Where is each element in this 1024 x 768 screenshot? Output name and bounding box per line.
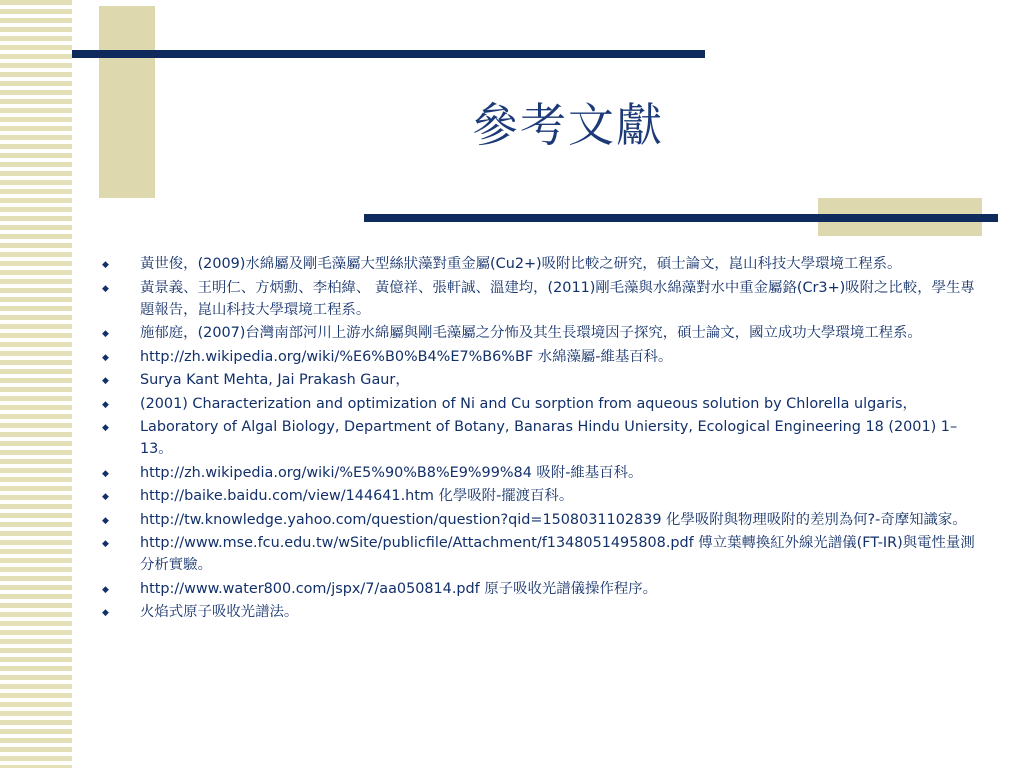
reference-text: 黃景義、王明仁、方炳勳、李柏緯、 黃億祥、張軒誠、溫建均，(2011)剛毛藻與水綿藻對水中重金屬鉻(Cr3+)吸附之比較，學生專題報告，崑山科技大學環境工程系。 [140, 279, 975, 318]
diamond-bullet-icon: ◆ [102, 515, 109, 526]
reference-item [100, 346, 980, 368]
diamond-bullet-icon: ◆ [102, 260, 109, 270]
reference-item [100, 369, 980, 391]
reference-item [100, 601, 980, 623]
reference-item [100, 253, 980, 275]
reference-item [100, 509, 980, 531]
reference-text: 火焰式原子吸收光譜法。 [140, 604, 299, 620]
reference-text: http://tw.knowledge.yahoo.com/question/question?qid=1508031102839 化學吸附與物理吸附的差別為何?-奇摩知識家。 [140, 511, 967, 528]
diamond-bullet-icon: ◆ [102, 539, 109, 549]
title-rule-bottom [364, 214, 998, 222]
reference-item [100, 462, 980, 484]
reference-item [100, 532, 980, 576]
diamond-bullet-icon: ◆ [102, 283, 109, 294]
decorative-stripe-panel [0, 0, 72, 768]
reference-item [100, 393, 980, 415]
reference-text: http://baike.baidu.com/view/144641.htm 化學吸附-擺渡百科。 [140, 488, 574, 504]
diamond-bullet-icon: ◆ [102, 608, 109, 618]
diamond-bullet-icon: ◆ [102, 584, 109, 595]
reference-text: Laboratory of Algal Biology, Department of Botany, Banaras Hindu Uniersity, Ecological Engineering 18 (2001) 1–13。 [140, 419, 958, 457]
diamond-bullet-icon: ◆ [102, 492, 109, 502]
reference-text: http://www.water800.com/jspx/7/aa050814.pdf 原子吸收光譜儀操作程序。 [140, 580, 658, 597]
reference-text: 施郁庭，(2007)台灣南部河川上游水綿屬與剛毛藻屬之分怖及其生長環境因子探究，碩士論文，國立成功大學環境工程系。 [140, 325, 922, 341]
slide-title: 參考文獻 [472, 98, 664, 152]
reference-text: (2001) Characterization and optimization of Ni and Cu sorption from aqueous solution by Chlorella ulgaris， [140, 395, 917, 412]
diamond-bullet-icon: ◆ [102, 468, 109, 479]
diamond-bullet-icon: ◆ [102, 399, 109, 410]
diamond-bullet-icon: ◆ [102, 376, 109, 386]
reference-item [100, 416, 980, 460]
diamond-bullet-icon: ◆ [102, 352, 109, 363]
reference-text: http://www.mse.fcu.edu.tw/wSite/publicfile/Attachment/f1348051495808.pdf 傅立葉轉換紅外線光譜儀(FT-IR)與電性量測分析實驗。 [140, 535, 975, 573]
reference-text: Surya Kant Mehta, Jai Prakash Gaur， [140, 372, 410, 388]
reference-item [100, 277, 980, 321]
reference-item [100, 485, 980, 507]
reference-item [100, 322, 980, 344]
title-rule-top [72, 50, 705, 58]
reference-text: http://zh.wikipedia.org/wiki/%E6%B0%B4%E7%B6%BF 水綿藻屬-維基百科。 [140, 348, 673, 365]
reference-item [100, 578, 980, 600]
diamond-bullet-icon: ◆ [102, 423, 109, 433]
reference-list [100, 253, 980, 625]
diamond-bullet-icon: ◆ [102, 329, 109, 339]
reference-text: http://zh.wikipedia.org/wiki/%E5%90%B8%E9%99%84 吸附-維基百科。 [140, 464, 643, 481]
decorative-beige-block-top [99, 6, 155, 198]
reference-text: 黃世俊，(2009)水綿屬及剛毛藻屬大型絲狀藻對重金屬(Cu2+)吸附比較之研究，碩士論文，崑山科技大學環境工程系。 [140, 256, 902, 272]
